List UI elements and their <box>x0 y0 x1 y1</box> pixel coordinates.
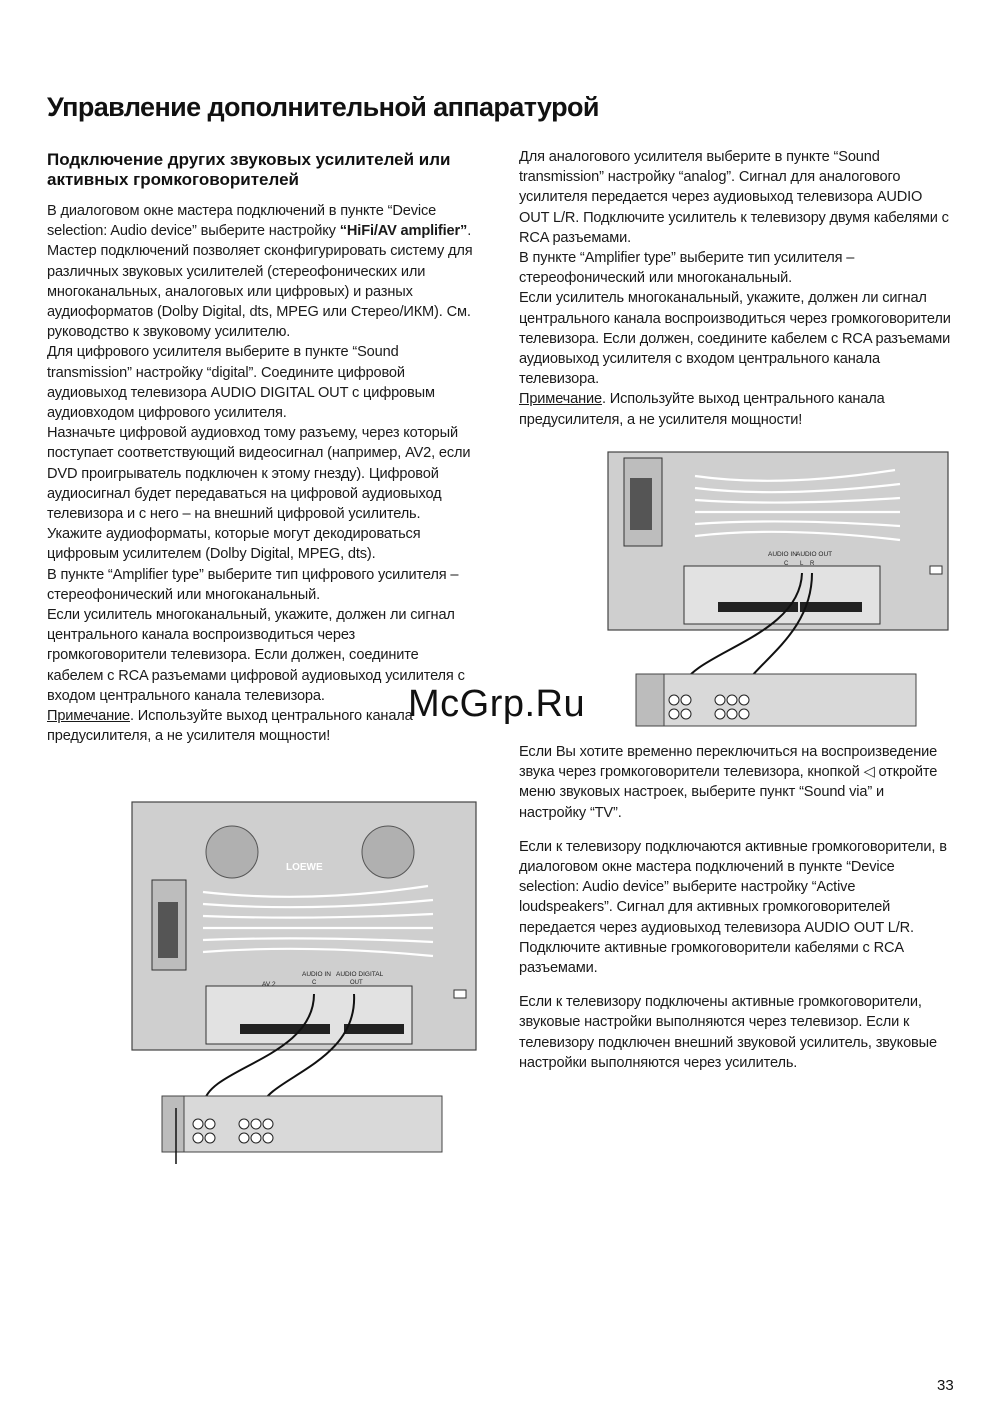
section-subtitle: Подключение других звуковых усилителей или активных громкоговорителей <box>47 150 451 189</box>
right-note-text: . Используйте выход центрального канала предусилителя, а не усилителя мощности! <box>519 391 885 428</box>
watermark: McGrp.Ru <box>408 683 586 725</box>
left-paragraph-1 <box>47 201 477 342</box>
left-paragraph-6: Если усилитель многоканальный, укажите, должен ли сигнал центрального канала воспроизводиться через громкоговорители телевизора. Если должен, соедините кабелем с RCA разъемами цифровой аудиовыход усилителя с входом центрального канала телевизора. <box>47 607 465 704</box>
page-number: 33 <box>937 1377 954 1394</box>
left-p1-text-b: . Мастер подключений позволяет сконфигурировать систему для различных звуковых усилителей (стереофонических или многоканальных, аналоговых или цифровых) и разных аудиоформатов (Dolby Digital, dts, MPEG или Стерео/ИКМ). См. руководство к звуковому усилителю. <box>47 223 473 341</box>
amplifier-unit-large <box>162 1096 442 1152</box>
right-column-bottom <box>519 742 951 1073</box>
right-note <box>519 389 951 429</box>
digital-connection-diagram <box>128 798 488 1168</box>
tv-module-slot-large <box>158 902 178 958</box>
left-p1-bold: “HiFi/AV amplifier” <box>339 223 468 240</box>
brand-logo: LOEWE <box>286 862 323 873</box>
right-note-label: Примечание <box>519 391 602 408</box>
tv-port-strip-right <box>800 602 862 612</box>
left-note-text: . Используйте выход центрального канала предусилителя, а не усилителя мощности! <box>47 708 413 745</box>
speaker-grille-left <box>206 826 258 878</box>
label-av2: AV 2 <box>262 981 276 988</box>
left-paragraph-5: В пункте “Amplifier type” выберите тип цифрового усилителя – стереофонический или многоканальный. <box>47 566 459 603</box>
label-audio-out: AUDIO OUT <box>796 551 833 558</box>
tv-port-strip-left-large <box>240 1024 330 1034</box>
label-r: R <box>810 561 815 567</box>
label-c: C <box>784 561 789 567</box>
amplifier-side-large <box>162 1096 184 1152</box>
left-p1-text-a: В диалоговом окне мастера подключений в пункте “Device selection: Audio device” выберите настройку <box>47 203 437 240</box>
left-column <box>47 201 477 746</box>
analog-connection-diagram <box>600 448 950 738</box>
label-audio-in: AUDIO IN <box>768 551 797 558</box>
tv-switch <box>930 566 942 574</box>
right-paragraph-2: В пункте “Amplifier type” выберите тип усилителя – стереофонический или многоканальный. <box>519 250 855 287</box>
left-paragraph-4: Укажите аудиоформаты, которые могут декодироваться цифровым усилителем (Dolby Digital, MPEG, dts). <box>47 526 421 563</box>
right-paragraph-4: Если Вы хотите временно переключиться на воспроизведение звука через громкоговорители телевизора, кнопкой ◁ откройте меню звуковых настроек, выберите пункт “Sound via” и настройку “TV”. <box>519 744 938 821</box>
left-paragraph-2: Для цифрового усилителя выберите в пункте “Sound transmission” настройку “digital”. Соедините цифровой аудиовыход телевизора AUDIO DIGITAL OUT с цифровым аудиовходом цифрового усилителя. <box>47 344 435 422</box>
speaker-grille-right <box>362 826 414 878</box>
left-note-label: Примечание <box>47 708 130 725</box>
label-audio-in-c: C <box>312 980 317 986</box>
tv-port-strip-right-large <box>344 1024 404 1034</box>
amplifier-side <box>636 674 664 726</box>
tv-switch-large <box>454 990 466 998</box>
right-paragraph-1: Для аналогового усилителя выберите в пункте “Sound transmission” настройку “analog”. Сигнал для аналогового усилителя передается через аудиовыход телевизора AUDIO OUT L/R. Подключите усилитель к телевизору двумя кабелями с RCA разъемами. <box>519 149 949 246</box>
label-audio-in-bottom: AUDIO IN <box>302 971 331 978</box>
label-out: OUT <box>350 980 363 986</box>
right-paragraph-3: Если усилитель многоканальный, укажите, должен ли сигнал центрального канала воспроизводиться через громкоговорители телевизора. Если должен, соедините кабелем с RCA разъемами аудиовыход усилителя с входом центрального канала телевизора. <box>519 290 951 388</box>
left-paragraph-3: Назначьте цифровой аудиовход тому разъему, через который поступает соответствующий видеосигнал (например, AV2, если DVD проигрыватель подключен к этому гнезду). Цифровой аудиосигнал будет передаваться на цифровой аудиовыход телевизора и с него – на внешний цифровой усилитель. <box>47 425 471 523</box>
page-title: Управление дополнительной аппаратурой <box>47 92 599 122</box>
label-audio-digital: AUDIO DIGITAL <box>336 971 384 978</box>
right-paragraph-6: Если к телевизору подключены активные громкоговорители, звуковые настройки выполняются через телевизор. Если к телевизору подключен внешний звуковой усилитель, звуковые настройки выполняются через усилитель. <box>519 994 937 1071</box>
tv-module-slot <box>630 478 652 530</box>
right-column-top <box>519 147 951 430</box>
label-l: L <box>800 561 804 567</box>
right-paragraph-5: Если к телевизору подключаются активные громкоговорители, в диалоговом окне мастера подключений в пункте “Device selection: Audio device” выберите настройку “Active loudspeakers”. Сигнал для активных громкоговорителей передается через аудиовыход телевизора AUDIO OUT L/R. Подключите активные громкоговорители кабелями с RCA разъемами. <box>519 838 947 977</box>
